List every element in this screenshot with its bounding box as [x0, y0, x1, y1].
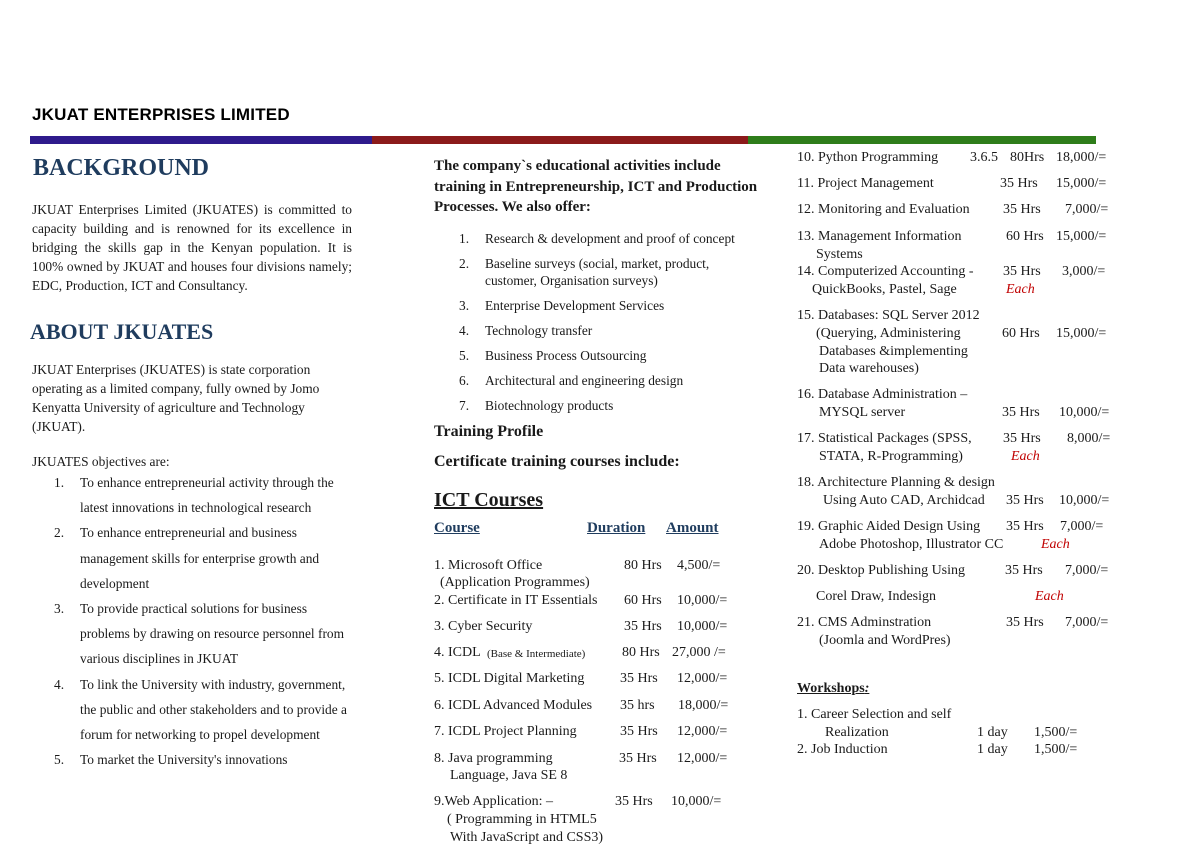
workshops-title: Workshops:	[797, 681, 870, 696]
amount-column-header: Amount	[666, 520, 719, 536]
offer-item: 3. Enterprise Development Services	[459, 298, 665, 313]
offer-item: 7. Biotechnology products	[459, 398, 614, 413]
objective-item: 1. To enhance entrepreneurial activity through the latest innovations in technological research	[54, 475, 334, 516]
background-title: BACKGROUND	[33, 155, 210, 181]
about-title: ABOUT JKUATES	[30, 319, 214, 344]
offer-item: 1. Research & development and proof of concept	[459, 231, 735, 246]
offer-item: 6. Architectural and engineering design	[459, 373, 684, 388]
color-bar-purple	[30, 136, 372, 144]
color-bar-green	[748, 136, 1096, 144]
about-text: JKUAT Enterprises (JKUATES) is state corporation operating as a limited company, fully owned by Jomo Kenyatta University of agriculture and Technology (JKUAT).	[32, 362, 320, 434]
objective-item: 3. To provide practical solutions for business problems by drawing on resource personnel from various disciplines in JKUAT	[54, 601, 345, 667]
objectives-list	[32, 470, 352, 772]
activities-intro: The company`s educational activities include training in Entrepreneurship, ICT and Production Processes. We also offer:	[434, 158, 758, 216]
offer-item: 2. Baseline surveys (social, market, product, customer, Organisation surveys)	[459, 256, 710, 288]
offer-item: 5. Business Process Outsourcing	[459, 348, 647, 363]
course-column-header: Course	[434, 520, 480, 536]
objective-item: 2. To enhance entrepreneurial and business management skills for enterprise growth and development	[54, 525, 320, 591]
certificate-heading: Certificate training courses include:	[434, 453, 680, 470]
duration-column-header: Duration	[587, 520, 646, 536]
company-header: JKUAT ENTERPRISES LIMITED	[32, 105, 290, 124]
objectives-label: JKUATES objectives are:	[32, 454, 170, 469]
ict-courses-title: ICT Courses	[434, 489, 544, 511]
training-profile-heading: Training Profile	[434, 423, 544, 440]
color-bar-red	[372, 136, 748, 144]
objective-item: 4. To link the University with industry, government, the public and other stakeholders and to provide a forum for networking to propel development	[54, 676, 347, 743]
objective-item: 5. To market the University's innovations	[54, 752, 288, 768]
offer-list	[434, 230, 754, 422]
offer-item: 4. Technology transfer	[459, 323, 593, 338]
background-text: JKUAT Enterprises Limited (JKUATES) is committed to capacity building and is renowned for its excellence in bridging the skills gap in the Kenyan population. It is 100% owned by JKUAT and houses four divisions namely; EDC, Production, ICT and Consultancy.	[32, 202, 352, 293]
